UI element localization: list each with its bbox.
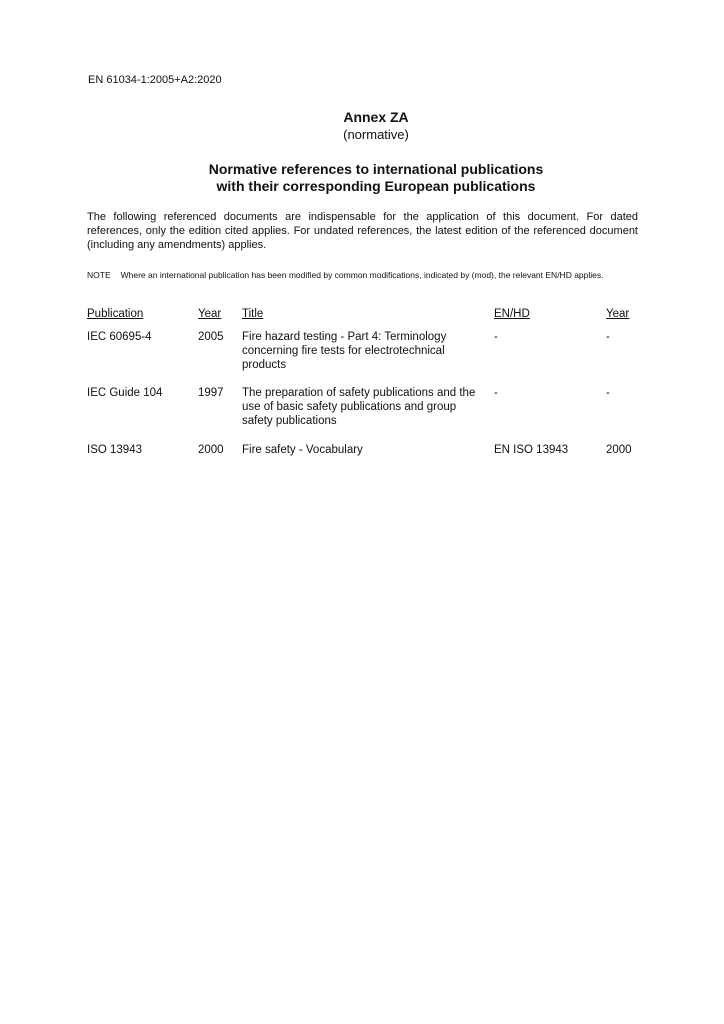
- main-heading-line1: Normative references to international publications: [208, 161, 544, 177]
- table-header-row: [87, 307, 647, 325]
- cell-year2: 2000: [606, 444, 632, 456]
- annex-subtitle: (normative): [343, 127, 409, 142]
- table-row: [87, 443, 647, 463]
- cell-year2: -: [606, 331, 610, 343]
- header-publication: Publication: [87, 308, 144, 320]
- references-table: [87, 307, 647, 463]
- cell-year2: -: [606, 387, 610, 399]
- main-heading-line2: with their corresponding European publications: [216, 178, 536, 194]
- cell-en-hd: EN ISO 13943: [494, 444, 569, 456]
- cell-year: 2000: [198, 444, 224, 456]
- main-heading: [0, 161, 724, 195]
- table-row: [87, 386, 647, 443]
- note-label: NOTE: [87, 270, 111, 280]
- header-title: Title: [242, 308, 264, 320]
- cell-publication: IEC 60695-4: [87, 331, 152, 343]
- annex-title: Annex ZA: [343, 109, 409, 125]
- header-en-hd: EN/HD: [494, 308, 530, 320]
- cell-title: Fire hazard testing - Part 4: Terminology concerning fire tests for electrotechnical products: [242, 331, 447, 371]
- intro-paragraph: The following referenced documents are indispensable for the application of this document. For dated references, only the edition cited applies. For undated references, the latest edition of the referenced document (including any amendments) applies.: [87, 211, 638, 251]
- cell-publication: ISO 13943: [87, 444, 142, 456]
- cell-publication: IEC Guide 104: [87, 387, 163, 399]
- cell-en-hd: -: [494, 387, 498, 399]
- header-year2: Year: [606, 308, 630, 320]
- cell-year: 2005: [198, 331, 224, 343]
- cell-title: Fire safety - Vocabulary: [242, 444, 363, 456]
- note-text: Where an international publication has been modified by common modifications, indicated by (mod), the relevant EN/HD applies.: [120, 270, 604, 280]
- cell-year: 1997: [198, 387, 224, 399]
- cell-en-hd: -: [494, 331, 498, 343]
- document-id: EN 61034-1:2005+A2:2020: [88, 74, 222, 86]
- header-year: Year: [198, 308, 222, 320]
- note: [87, 270, 638, 281]
- cell-title: The preparation of safety publications and the use of basic safety publications and group safety publications: [242, 387, 476, 427]
- table-row: [87, 330, 647, 386]
